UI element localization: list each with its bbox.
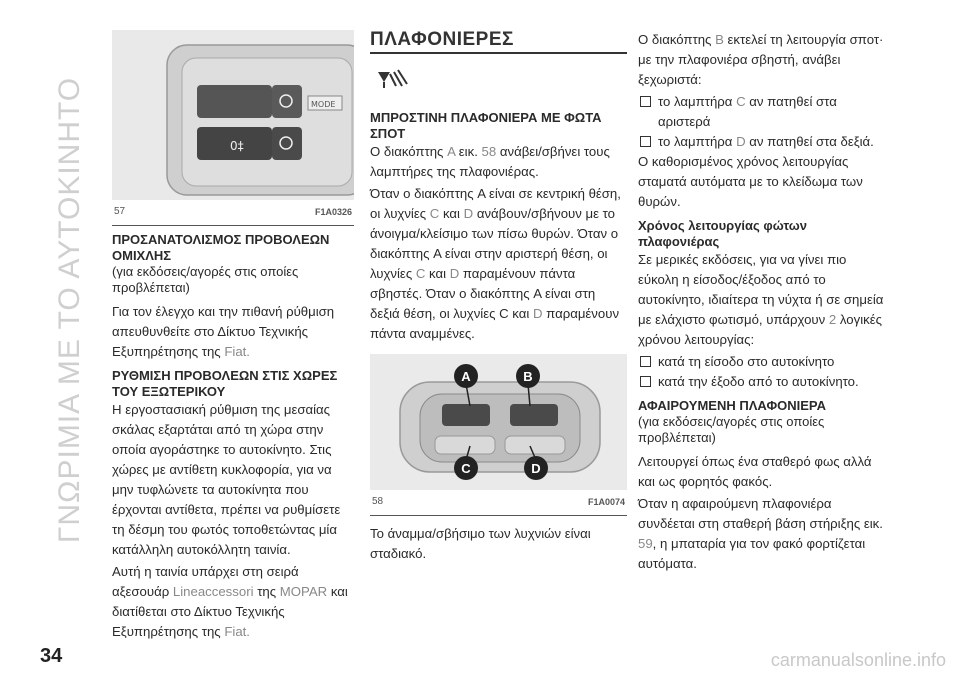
label-b: B — [523, 369, 533, 384]
removable-heading: ΑΦΑΙΡΟΥΜΕΝΗ ΠΛΑΦΟΝΙΕΡΑ — [638, 398, 826, 413]
fog-switch-illustration — [112, 30, 354, 200]
ceiling-lamp-icon — [374, 66, 410, 92]
column-1 — [112, 30, 354, 644]
removable-subheading: (για εκδόσεις/αγορές στις οποίες προβλέπεται) — [638, 414, 825, 445]
checkbox-bullet-icon — [640, 356, 651, 367]
column-2 — [370, 30, 627, 566]
list-item: κατά τη είσοδο στο αυτοκίνητο — [638, 352, 884, 372]
checkbox-bullet-icon — [640, 96, 651, 107]
lamp-paragraph-2: Όταν ο διακόπτης A είναι σε κεντρική θέση, οι λυχνίες C και D ανάβουν/σβήνουν με το άνοιγμα/κλείσιμο των πίσω θυρών. Όταν ο διακόπτης A είναι στην αριστερή θέση, οι λυχνίες C και D παραμένουν πάντα σβηστές. Όταν ο διακόπτης A είναι στη δεξιά θέση, οι λυχνίες C και D παραμένουν πάντα αναμμένες. — [370, 186, 621, 341]
watermark: carmanualsonline.info — [770, 650, 946, 670]
timer-paragraph: Ο καθορισμένος χρόνος λειτουργίας σταματά αυτόματα με το κλείδωμα των θυρών. — [638, 154, 863, 209]
mode-label: MODE — [311, 100, 336, 109]
fog-subheading: (για εκδόσεις/αγορές στις οποίες προβλέπεται) — [112, 264, 299, 295]
label-d: D — [531, 461, 541, 476]
section-title: ΠΛΑΦΟΝΙΕΡΕΣ — [370, 30, 627, 54]
ceiling-lamp-illustration — [370, 354, 627, 490]
side-chapter-title — [40, 20, 100, 600]
figure-code: F1A0074 — [587, 497, 625, 507]
list-item: το λαμπτήρα D αν πατηθεί στα δεξιά. — [638, 132, 884, 152]
fog-heading: ΠΡΟΣΑΝΑΤΟΛΙΣΜΟΣ ΠΡΟΒΟΛΕΩΝ ΟΜΙΧΛΗΣ — [112, 232, 330, 263]
label-c: C — [461, 461, 471, 476]
checkbox-bullet-icon — [640, 376, 651, 387]
abroad-heading: ΡΥΘΜΙΣΗ ΠΡΟΒΟΛΕΩΝ ΣΤΙΣ ΧΩΡΕΣ ΤΟΥ ΕΞΩΤΕΡΙΚΟΥ — [112, 368, 338, 399]
list-item: κατά την έξοδο από το αυτοκίνητο. — [638, 372, 884, 392]
removable-paragraph-2: Όταν η αφαιρούμενη πλαφονιέρα συνδέεται στη σταθερή βάση στήριξης εικ. 59, η μπαταρία για τον φακό φορτίζεται αυτόματα. — [638, 496, 883, 571]
figure-code: F1A0326 — [314, 207, 352, 217]
figure-number: 58 — [372, 496, 384, 507]
list-item: το λαμπτήρα C αν πατηθεί στα αριστερά — [638, 92, 884, 132]
abroad-paragraph-2: Αυτή η ταινία υπάρχει στη σειρά αξεσουάρ Lineaccessori της MOPAR και διατίθεται στο Δίκτυο Τεχνικής Εξυπηρέτησης της Fiat. — [112, 564, 348, 639]
label-a: A — [461, 369, 471, 384]
svg-text:0‡: 0‡ — [230, 139, 244, 153]
spot-paragraph: Ο διακόπτης B εκτελεί τη λειτουργία σποτ· με την πλαφονιέρα σβηστή, ανάβει ξεχωριστά: — [638, 32, 884, 87]
lamp-paragraph-1: Ο διακόπτης A εικ. 58 ανάβει/σβήνει τους λαμπτήρες της πλαφονιέρας. — [370, 144, 610, 179]
removable-paragraph-1: Λειτουργεί όπως ένα σταθερό φως αλλά και ως φορητός φακός. — [638, 454, 872, 489]
page-number: 34 — [40, 645, 63, 667]
timing-heading: Χρόνος λειτουργίας φώτων πλαφονιέρας — [638, 218, 807, 249]
checkbox-bullet-icon — [640, 136, 651, 147]
figure-57 — [112, 30, 354, 226]
abroad-paragraph-1: Η εργοστασιακή ρύθμιση της μεσαίας σκάλας εξαρτάται από τη χώρα στην οποία αγοράστηκε το αυτοκίνητο. Στις χώρες με αντίθετη κυκλοφορία, για να μην τυφλώνετε τα αυτοκίνητα που έρχονται αντίθετα, πρέπει να ρυθμίσετε τη δέσμη του φωτός τοποθετώντας μία κατάλληλη αυτοκόλλητη ταινία. — [112, 402, 341, 557]
timing-paragraph: Σε μερικές εκδόσεις, για να γίνει πιο εύκολη η είσοδος/έξοδος από το αυτοκίνητο, ιδιαίτερα τη νύχτα ή σε σημεία με ελάχιστο φωτισμό, υπάρχουν 2 λογικές χρόνου λειτουργίας: — [638, 252, 884, 347]
figure-58 — [370, 354, 627, 516]
side-chapter-title-text: ΓΝΩΡΙΜΙΑ ΜΕ ΤΟ ΑΥΤΟΚΙΝΗΤΟ — [53, 76, 86, 544]
fog-paragraph: Για τον έλεγχο και την πιθανή ρύθμιση απευθυνθείτε στο Δίκτυο Τεχνικής Εξυπηρέτησης της Fiat. — [112, 304, 335, 359]
front-lamp-heading: ΜΠΡΟΣΤΙΝΗ ΠΛΑΦΟΝΙΕΡΑ ΜΕ ΦΩΤΑ ΣΠΟΤ — [370, 110, 602, 141]
figure-number: 57 — [114, 206, 126, 217]
column-3 — [638, 30, 884, 576]
lamp-paragraph-3: Το άναμμα/σβήσιμο των λυχνιών είναι σταδιακό. — [370, 526, 591, 561]
